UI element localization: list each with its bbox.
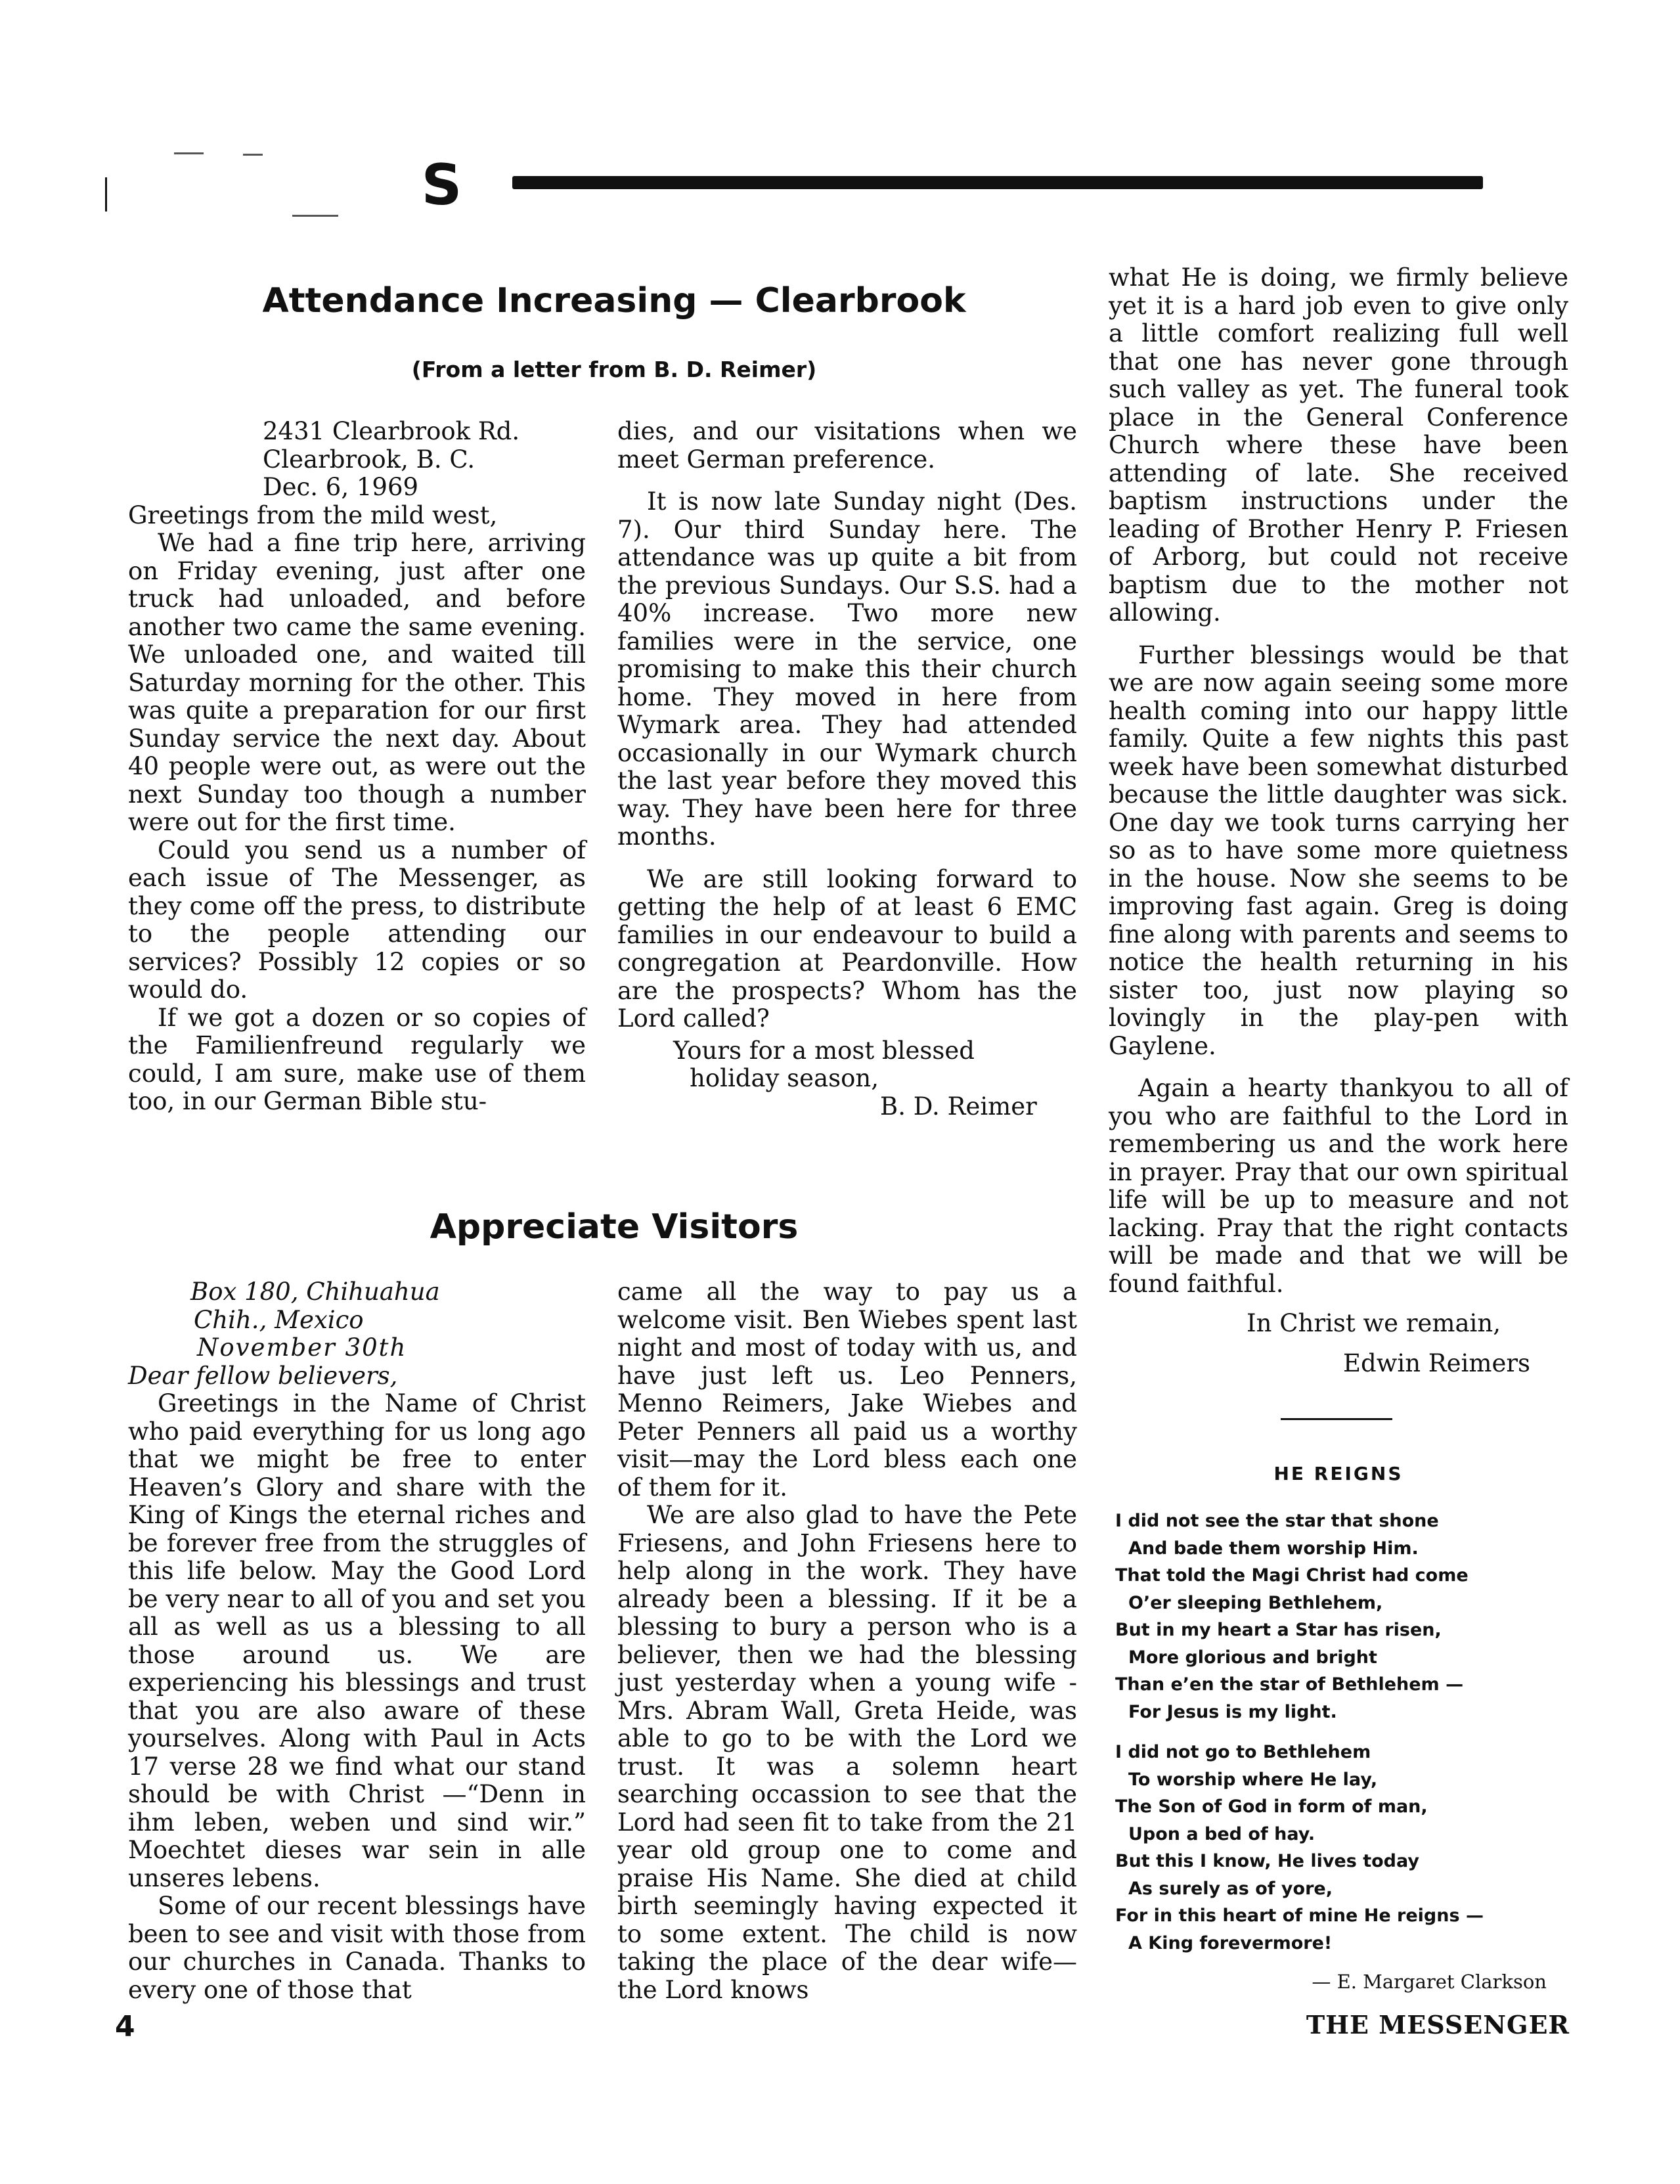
article2-paragraph: Greetings in the Name of Christ who paid everything for us long ago that we might be free to enter Heaven’s Glory and share with the King of Kings the eternal riches and be forever free from the struggles of this life below. May the Good Lord be very near to all of you and set you all as well as us a blessing to all those around us. We are experiencing his blessings and trust that you are also aware of these yourselves. Along with Paul in Acts 17 verse 28 we find what our stand should be with Christ —“Denn in ihm leben, weben und sind wir.” Moechtet dieses war sein in alle unseres lebens. bbox=[128, 1389, 586, 1892]
poem-line: But in my heart a Star has risen, bbox=[1115, 1620, 1442, 1640]
poem-line: For Jesus is my light. bbox=[1128, 1701, 1337, 1722]
article1-closing-line: Yours for a most blessed bbox=[673, 1036, 975, 1065]
header-rule-left bbox=[105, 177, 107, 212]
article2-column-3 bbox=[1109, 264, 1568, 1377]
article1-column-2 bbox=[617, 418, 1077, 1121]
article2-column-2 bbox=[617, 1278, 1077, 2004]
poem-line: For in this heart of mine He reigns — bbox=[1115, 1905, 1484, 1926]
article2-paragraph: what He is doing, we firmly believe yet it is a hard job even to give only a little comfort realizing full well that one has never gone through such valley as yet. The funeral took place in the General Conference Church where these have been attending of late. She received baptism instructions under the leading of Brother Henry P. Friesen of Arborg, but could not receive baptism due to the mother not allowing. bbox=[1109, 263, 1568, 627]
poem-line: More glorious and bright bbox=[1128, 1647, 1377, 1668]
article2-closing: In Christ we remain, bbox=[1247, 1309, 1501, 1337]
article2-paragraph: came all the way to pay us a welcome visit. Ben Wiebes spent last night and most of today with us, and have just left us. Leo Penners, Menno Reimers, Jake Wiebes and Peter Penners all paid us a worthy visit—may the Lord bless each one of them for it. bbox=[617, 1278, 1077, 1502]
article2-address-line: November 30th bbox=[197, 1333, 407, 1362]
article1-title: Attendance Increasing — Clearbrook bbox=[262, 281, 966, 321]
poem-line: But this I know, He lives today bbox=[1115, 1851, 1419, 1871]
header-dash-2 bbox=[243, 154, 263, 156]
poem-line: And bade them worship Him. bbox=[1128, 1538, 1419, 1559]
article2-signature: Edwin Reimers bbox=[1343, 1348, 1531, 1377]
poem-divider bbox=[1281, 1418, 1392, 1420]
article2-column-1 bbox=[128, 1278, 586, 2004]
poem-author: — E. Margaret Clarkson bbox=[1312, 1971, 1547, 1993]
article1-greeting: Greetings from the mild west, bbox=[128, 501, 498, 529]
article1-paragraph: We are still looking forward to getting the help of at least 6 EMC families in our endeavour to build a congregation at Peardonville. How are the prospects? Whom has the Lord called? bbox=[617, 864, 1077, 1033]
poem-line: I did not see the star that shone bbox=[1115, 1511, 1439, 1531]
header-dash-1 bbox=[174, 152, 204, 154]
article1-address-line: 2431 Clearbrook Rd. bbox=[263, 417, 520, 445]
article1-paragraph: If we got a dozen or so copies of the Familienfreund regularly we could, I am sure, make use of them too, in our German Bible stu- bbox=[128, 1003, 586, 1115]
article1-address bbox=[128, 418, 586, 502]
article1-closing bbox=[617, 1037, 1077, 1093]
article1-column-1 bbox=[128, 418, 586, 1116]
article2-paragraph: Some of our recent blessings have been to see and visit with those from our churches in Canada. Thanks to every one of those that bbox=[128, 1892, 586, 2004]
article2-address bbox=[128, 1278, 586, 1362]
poem-line: To worship where He lay, bbox=[1128, 1769, 1378, 1790]
poem-line: A King forevermore! bbox=[1128, 1932, 1333, 1953]
article1-closing-line: holiday season, bbox=[690, 1064, 879, 1092]
article2-paragraph: Again a hearty thankyou to all of you who are faithful to the Lord in remembering us and the work here in prayer. Pray that our own spiritual life will be up to measure and not lacking. Pray that the right contacts will be made and that we will be found faithful. bbox=[1109, 1074, 1568, 1298]
article1-paragraph: We had a fine trip here, arriving on Friday evening, just after one truck had unloaded, and before another two came the same evening. We unloaded one, and waited till Saturday morning for the other. This was quite a preparation for our first Sunday service the next day. About 40 people were out, as were out the next Sunday too though a number were out for the first time. bbox=[128, 529, 586, 836]
article1-paragraph: Could you send us a number of each issue of The Messenger, as they come off the press, to distribute to the people attending our services? Possibly 12 copies or so would do. bbox=[128, 836, 586, 1004]
poem-body bbox=[1115, 1507, 1575, 1957]
poem-line: Than e’en the star of Bethlehem — bbox=[1115, 1674, 1464, 1695]
article2-paragraph: Further blessings would be that we are now again seeing some more health coming into our happy little family. Quite a few nights this past week have been somewhat disturbed because the little daughter was sick. One day we took turns carrying her so as to have some more quietness in the house. Now she seems to be improving fast again. Greg is doing fine along with parents and seems to notice the health returning in his sister too, just now playing so lovingly in the play-pen with Gaylene. bbox=[1109, 640, 1568, 1060]
article1-subtitle: (From a letter from B. D. Reimer) bbox=[411, 357, 817, 382]
article1-paragraph: It is now late Sunday night (Des. 7). Our third Sunday here. The attendance was up quite a bit from the previous Sundays. Our S.S. had a 40% increase. Two more new families were in the service, one promising to make this their church home. They moved in here from Wymark area. They had attended occasionally in our Wymark church the last year before they moved this way. They have been here for three months. bbox=[617, 487, 1077, 851]
article1-address-line: Clearbrook, B. C. bbox=[263, 445, 475, 474]
poem-title: HE REIGNS bbox=[1273, 1463, 1404, 1484]
header-dash-3 bbox=[292, 215, 338, 217]
poem-line: That told the Magi Christ had come bbox=[1115, 1565, 1469, 1586]
magazine-name: THE MESSENGER bbox=[1306, 2010, 1570, 2039]
poem-line: Upon a bed of hay. bbox=[1128, 1823, 1315, 1844]
article1-signature: B. D. Reimer bbox=[880, 1092, 1037, 1121]
article2-paragraph: We are also glad to have the Pete Friesens, and John Friesens here to help along in the work. They have already been a blessing. If it be a blessing to bury a person who is a believer, then we had the blessing just yesterday when a young wife - Mrs. Abram Wall, Greta Heide, was able to go to be with the Lord we trust. It was a solemn heart searching occassion to see that the Lord had seen fit to take from the 21 year old group one to come and praise His Name. She died at child birth seemingly having expected it to some extent. The child is now taking the place of the dear wife—the Lord knows bbox=[617, 1501, 1077, 2004]
article2-title: Appreciate Visitors bbox=[430, 1207, 799, 1247]
poem-line: O’er sleeping Bethlehem, bbox=[1128, 1592, 1383, 1613]
poem-line: I did not go to Bethlehem bbox=[1115, 1742, 1371, 1762]
article1-paragraph: dies, and our visitations when we meet German preference. bbox=[617, 417, 1077, 474]
article1-address-line: Dec. 6, 1969 bbox=[263, 473, 419, 501]
article2-salutation: Dear fellow believers, bbox=[128, 1361, 398, 1390]
page-number: 4 bbox=[115, 2010, 135, 2043]
header-rule bbox=[512, 176, 1483, 189]
section-logo: S bbox=[421, 152, 462, 218]
article2-address-line: Box 180, Chihuahua bbox=[190, 1278, 440, 1306]
poem-line: As surely as of yore, bbox=[1128, 1878, 1333, 1899]
poem-line: The Son of God in form of man, bbox=[1115, 1796, 1428, 1817]
article2-address-line: Chih., Mexico bbox=[194, 1305, 364, 1334]
